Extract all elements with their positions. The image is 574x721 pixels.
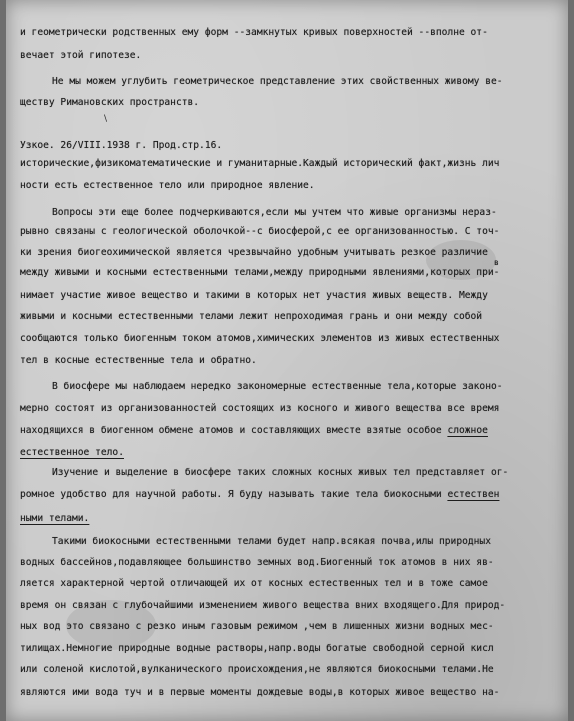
section-date-heading: Узкое. 26/VIII.1938 г. Прод.стр.16. xyxy=(20,140,223,151)
text-line: и геометрически родственных ему форм --замкнутых кривых поверхностей --вполне от- xyxy=(20,27,488,38)
underlined-text: естествен xyxy=(447,489,500,500)
text-line: Вопросы эти еще более подчеркиваются,если мы учтем что живые организмы нераз- xyxy=(52,207,497,218)
text-line: вечает этой гипотезе. xyxy=(20,50,142,61)
text-line: живыми и косными естественными телами лежит непроходимая грань и они между собой xyxy=(20,311,483,322)
text-line: Изучение и выделение в биосфере таких сложных косных живых тел представляет ог- xyxy=(52,467,509,478)
text-line: Не мы можем углубить геометрическое представление этих свойственных живому ве- xyxy=(52,76,503,87)
text-line: между живыми и косными естественными телами,между природными явлениями,которых при- xyxy=(20,267,500,278)
text-line: исторические,физикоматематические и гуманитарные.Каждый исторический факт,жизнь лич xyxy=(20,158,500,169)
text-line: являются ими вода туч и в первые моменты дождевые воды,в которых живое вещество на- xyxy=(20,687,500,698)
text-line: ных вод это связано с резко иным газовым режимом ,чем в лишенных жизни водных мес- xyxy=(20,621,494,632)
text-run: ромное удобство для научной работы. Я буду называть такие тела биокосными xyxy=(20,489,442,500)
text-line: рывно связаны с геологической оболочкой--с биосферой,с ее организованностью. С точ- xyxy=(20,226,500,237)
handwritten-insert-mark: в xyxy=(494,258,499,267)
text-line: тилищах.Немногие природные водные растворы,напр.воды богатые свободной серной кисл xyxy=(20,643,494,654)
text-line: ности есть естественное тело или природное явление. xyxy=(20,180,315,191)
text-line: водных бассейнов,подавляющее большинство земных вод.Биогенный ток атомов в них яв- xyxy=(20,557,494,568)
underlined-text-line: ными телами. xyxy=(20,513,90,524)
margin-tick-mark: \ xyxy=(104,114,108,124)
text-line: время он связан с глубочайшими изменением живого вещества вних входящего.Для природ- xyxy=(20,600,506,611)
text-line: или соленой кислотой,вулканического происхождения,не являются биокосными телами.Не xyxy=(20,664,494,675)
text-line: тел в косные естественные тела и обратно. xyxy=(20,355,257,366)
text-line: В биосфере мы наблюдаем нередко закономерные естественные тела,которые законо- xyxy=(52,381,503,392)
document-page xyxy=(6,0,568,721)
underlined-text: сложное xyxy=(447,425,488,436)
text-line: ляется характерной чертой отличающей их от косных естественных тел и в тоже самое xyxy=(20,578,488,589)
text-line: ки зрения биогеохимической является чрезвычайно удобным учитывать резкое различие xyxy=(20,247,488,258)
text-line xyxy=(20,489,560,501)
text-line xyxy=(20,425,560,437)
underlined-text-line: естественное тело. xyxy=(20,447,124,458)
text-line: мерно состоят из организованностей состоящих из косного и живого вещества все время xyxy=(20,403,500,414)
text-line: Такими биокосными естественными телами будет напр.всякая почва,илы природных xyxy=(52,536,491,547)
text-line: нимает участие живое вещество и такими в которых нет участия живых веществ. Между xyxy=(20,290,488,301)
text-run: находящихся в биогенном обмене атомов и составляющих вместе взятые особое xyxy=(20,425,442,436)
text-line: ществу Римановских пространств. xyxy=(20,97,200,108)
text-line: сообщаются только биогенным током атомов,химических элементов из живых естественных xyxy=(20,333,500,344)
